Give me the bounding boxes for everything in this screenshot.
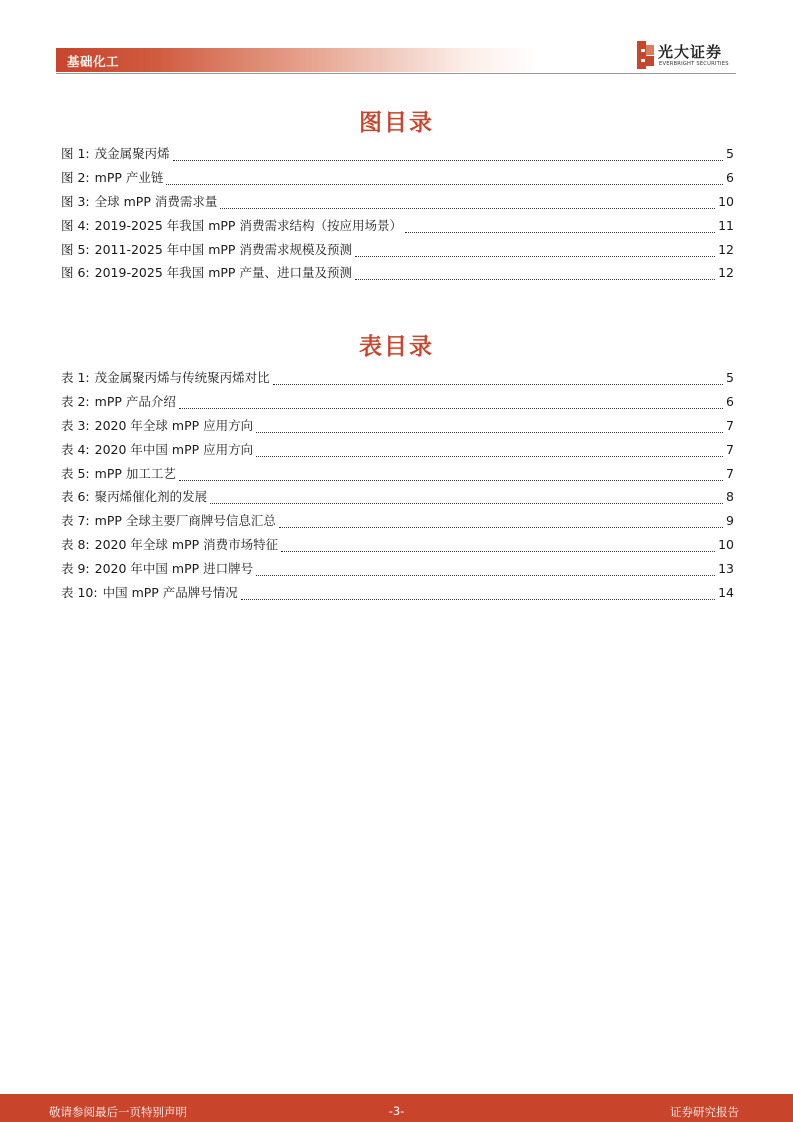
figure-toc-entry[interactable] — [61, 240, 734, 264]
figure-entry-title: 全球 mPP 消费需求量 — [94, 193, 218, 209]
dot-leader — [210, 494, 723, 504]
table-toc-entry[interactable] — [61, 583, 734, 607]
table-toc-entry[interactable] — [61, 511, 734, 535]
table-entry-page: 6 — [726, 393, 734, 409]
figure-entry-page: 11 — [718, 217, 734, 233]
table-entry-label — [61, 511, 276, 529]
table-entry-label — [61, 416, 253, 434]
footer-disclaimer[interactable]: 敬请参阅最后一页特别声明 — [49, 1105, 187, 1119]
table-entry-title: 2020 年全球 mPP 消费市场特征 — [94, 537, 279, 553]
table-toc-entry[interactable] — [61, 440, 734, 464]
table-entry-number: 表 10: — [61, 585, 98, 601]
table-toc-entry[interactable] — [61, 559, 734, 583]
table-entry-number: 表 6: — [61, 489, 90, 505]
figure-entry-title: mPP 产业链 — [94, 169, 164, 185]
figure-entry-number: 图 3: — [61, 193, 90, 209]
table-entry-number: 表 7: — [61, 513, 90, 529]
figures-toc-list — [61, 144, 734, 287]
table-toc-entry[interactable] — [61, 416, 734, 440]
table-entry-title: 中国 mPP 产品牌号情况 — [102, 585, 238, 601]
figure-entry-number: 图 1: — [61, 146, 90, 161]
figure-entry-number: 图 6: — [61, 265, 90, 281]
dot-leader — [220, 199, 715, 209]
logo-text-cn: 光大证券 — [658, 43, 723, 61]
dot-leader — [166, 175, 723, 185]
figure-entry-number: 图 5: — [61, 241, 90, 257]
dot-leader — [256, 566, 715, 576]
figure-entry-title: 2019-2025 年我国 mPP 产量、进口量及预测 — [94, 265, 352, 281]
table-entry-title: 聚丙烯催化剂的发展 — [94, 489, 208, 505]
table-toc-entry[interactable] — [61, 464, 734, 488]
table-entry-page: 7 — [726, 417, 734, 433]
table-entry-title: 2020 年全球 mPP 应用方向 — [94, 417, 254, 433]
section-name: 基础化工 — [67, 54, 120, 69]
table-entry-label — [61, 368, 270, 386]
figure-entry-page: 12 — [718, 265, 734, 281]
footer-page-number: -3- — [388, 1104, 405, 1118]
dot-leader — [279, 518, 723, 528]
figure-entry-number: 图 4: — [61, 217, 90, 233]
dot-leader — [256, 423, 723, 433]
dot-leader — [256, 447, 723, 457]
figure-entry-label — [61, 240, 352, 258]
table-entry-number: 表 9: — [61, 561, 90, 577]
table-entry-number: 表 1: — [61, 370, 90, 385]
everbright-logo-icon — [634, 40, 656, 70]
figure-entry-label — [61, 144, 170, 162]
table-entry-title: 茂金属聚丙烯与传统聚丙烯对比 — [94, 370, 270, 385]
figure-toc-entry[interactable] — [61, 192, 734, 216]
table-entry-page: 7 — [726, 441, 734, 457]
logo-text-en: EVERBRIGHT SECURITIES — [659, 61, 729, 67]
company-logo — [634, 40, 738, 70]
figure-entry-page: 6 — [726, 169, 734, 185]
footer-doc-type: 证券研究报告 — [670, 1105, 739, 1119]
table-entry-label — [61, 392, 176, 410]
table-entry-number: 表 3: — [61, 417, 90, 433]
figure-entry-page: 10 — [718, 193, 734, 209]
dot-leader — [355, 247, 715, 257]
table-entry-page: 7 — [726, 465, 734, 481]
table-toc-entry[interactable] — [61, 535, 734, 559]
table-entry-number: 表 4: — [61, 441, 90, 457]
table-entry-title: 2020 年中国 mPP 进口牌号 — [94, 561, 254, 577]
table-entry-label — [61, 440, 253, 458]
table-entry-page: 10 — [718, 537, 734, 553]
figure-toc-entry[interactable] — [61, 216, 734, 240]
table-entry-page: 5 — [726, 370, 734, 385]
table-toc-entry[interactable] — [61, 487, 734, 511]
figure-entry-page: 5 — [726, 146, 734, 161]
figure-entry-number: 图 2: — [61, 169, 90, 185]
dot-leader — [281, 542, 715, 552]
figure-toc-entry[interactable] — [61, 144, 734, 168]
dot-leader — [179, 399, 723, 409]
table-entry-label — [61, 583, 238, 601]
header-band — [56, 48, 538, 72]
table-entry-number: 表 5: — [61, 465, 90, 481]
table-entry-number: 表 8: — [61, 537, 90, 553]
table-toc-entry[interactable] — [61, 368, 734, 392]
table-entry-label — [61, 464, 176, 482]
figure-toc-entry[interactable] — [61, 263, 734, 287]
tables-toc-list — [61, 368, 734, 607]
table-entry-page: 9 — [726, 513, 734, 529]
figure-toc-entry[interactable] — [61, 168, 734, 192]
table-entry-number: 表 2: — [61, 393, 90, 409]
table-entry-title: mPP 产品介绍 — [94, 393, 176, 409]
dot-leader — [355, 270, 715, 280]
dot-leader — [405, 223, 715, 233]
table-entry-label — [61, 535, 278, 553]
figure-entry-label — [61, 192, 217, 210]
table-entry-title: mPP 加工工艺 — [94, 465, 176, 481]
header-divider — [56, 73, 736, 74]
figure-entry-title: 2011-2025 年中国 mPP 消费需求规模及预测 — [94, 241, 352, 257]
figure-entry-label — [61, 263, 352, 281]
table-entry-page: 13 — [718, 561, 734, 577]
dot-leader — [273, 375, 723, 385]
figure-entry-title: 茂金属聚丙烯 — [94, 146, 170, 161]
dot-leader — [173, 151, 723, 161]
table-toc-entry[interactable] — [61, 392, 734, 416]
tables-toc-title: 表目录 — [359, 334, 434, 360]
table-entry-title: mPP 全球主要厂商牌号信息汇总 — [94, 513, 276, 529]
figure-entry-label — [61, 216, 402, 234]
table-entry-label — [61, 487, 207, 505]
table-entry-label — [61, 559, 253, 577]
footer-bar — [0, 1094, 793, 1122]
dot-leader — [179, 471, 723, 481]
table-entry-title: 2020 年中国 mPP 应用方向 — [94, 441, 254, 457]
table-entry-page: 8 — [726, 489, 734, 505]
figure-entry-page: 12 — [718, 241, 734, 257]
figures-toc-title: 图目录 — [359, 110, 434, 136]
figure-entry-label — [61, 168, 163, 186]
dot-leader — [241, 590, 715, 600]
figure-entry-title: 2019-2025 年我国 mPP 消费需求结构（按应用场景） — [94, 217, 402, 233]
table-entry-page: 14 — [718, 585, 734, 601]
